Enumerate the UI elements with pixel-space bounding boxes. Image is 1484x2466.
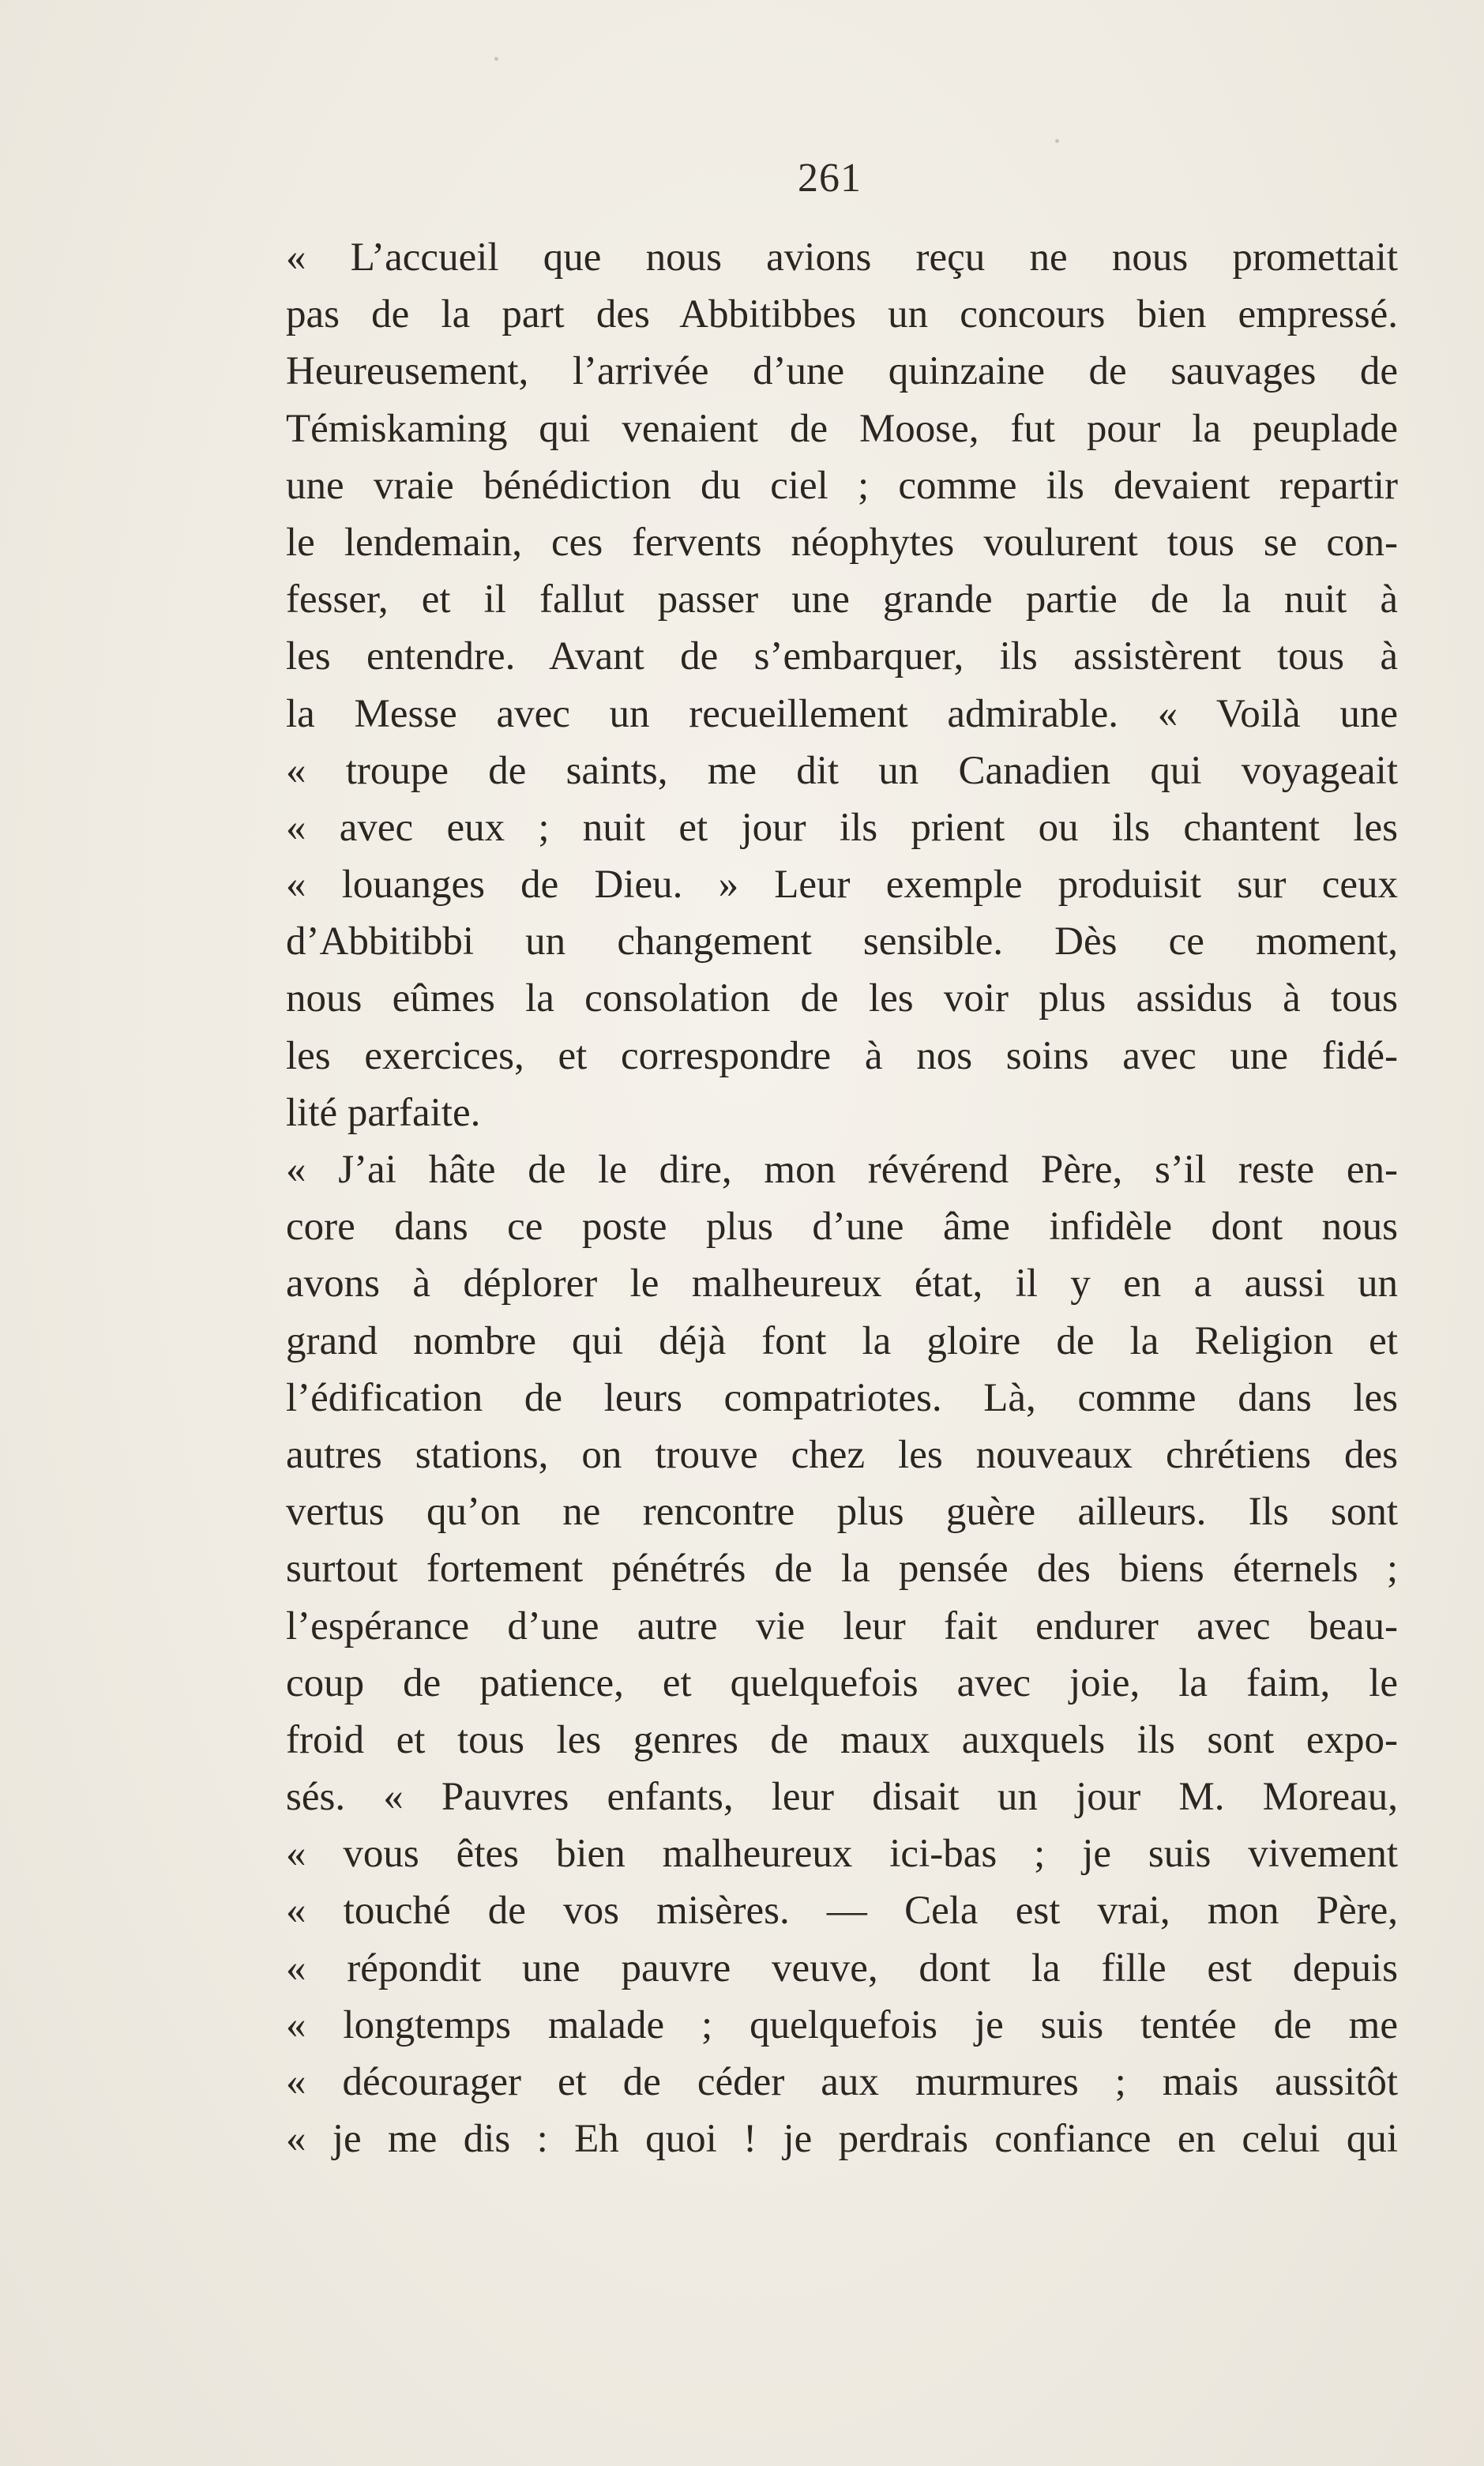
text-line: avons à déplorer le malheureux état, il y en a aussi un [286, 1261, 1398, 1306]
text-line: l’édification de leurs compatriotes. Là, comme dans les [286, 1375, 1398, 1420]
text-line: « répondit une pauvre veuve, dont la fille est depuis [286, 1945, 1398, 1990]
text-line: vertus qu’on ne rencontre plus guère ailleurs. Ils sont [286, 1490, 1398, 1535]
text-line: « louanges de Dieu. » Leur exemple produisit sur ceux [286, 863, 1398, 908]
text-line: la Messe avec un recueillement admirable. « Voilà une [286, 691, 1398, 736]
text-line: « L’accueil que nous avions reçu ne nous promettait [286, 235, 1398, 280]
text-line: « troupe de saints, me dit un Canadien qui voyageait [286, 748, 1398, 793]
text-line: une vraie bénédiction du ciel ; comme ils devaient repartir [286, 463, 1398, 508]
text-line: lité parfaite. [286, 1090, 481, 1135]
text-line: les entendre. Avant de s’embarquer, ils assistèrent tous à [286, 634, 1398, 679]
text-line: « touché de vos misères. — Cela est vrai, mon Père, [286, 1889, 1398, 1934]
text-line: Témiskaming qui venaient de Moose, fut pour la peuplade [286, 406, 1398, 451]
text-line: surtout fortement pénétrés de la pensée des biens éternels ; [286, 1547, 1398, 1592]
text-line: les exercices, et correspondre à nos soins avec une fidé- [286, 1033, 1398, 1078]
text-line: nous eûmes la consolation de les voir plus assidus à tous [286, 976, 1398, 1021]
text-line: « avec eux ; nuit et jour ils prient ou ils chantent les [286, 805, 1398, 850]
paper-speck [1055, 139, 1059, 143]
text-line: « J’ai hâte de le dire, mon révérend Père, s’il reste en- [286, 1148, 1398, 1192]
paper-speck [494, 57, 498, 61]
text-line: « longtemps malade ; quelquefois je suis tentée de me [286, 2002, 1398, 2047]
text-line: « décourager et de céder aux murmures ; mais aussitôt [286, 2060, 1398, 2104]
text-line: froid et tous les genres de maux auxquels ils sont expo- [286, 1717, 1398, 1762]
page-number: 261 [798, 156, 862, 201]
text-line: core dans ce poste plus d’une âme infidèle dont nous [286, 1205, 1398, 1250]
text-line: coup de patience, et quelquefois avec joie, la faim, le [286, 1660, 1398, 1705]
text-line: fesser, et il fallut passer une grande partie de la nuit à [286, 577, 1398, 622]
text-line: autres stations, on trouve chez les nouveaux chrétiens des [286, 1432, 1398, 1477]
text-line: « vous êtes bien malheureux ici-bas ; je suis vivement [286, 1832, 1398, 1877]
text-line: grand nombre qui déjà font la gloire de la Religion et [286, 1318, 1398, 1363]
text-line: « je me dis : Eh quoi ! je perdrais confiance en celui qui [286, 2117, 1398, 2162]
text-line: pas de la part des Abbitibbes un concours bien empressé. [286, 292, 1398, 337]
text-line: le lendemain, ces fervents néophytes voulurent tous se con- [286, 520, 1398, 565]
text-line: Heureusement, l’arrivée d’une quinzaine de sauvages de [286, 349, 1398, 394]
text-line: d’Abbitibbi un changement sensible. Dès ce moment, [286, 919, 1398, 964]
text-line: l’espérance d’une autre vie leur fait endurer avec beau- [286, 1603, 1398, 1648]
text-line: sés. « Pauvres enfants, leur disait un jour M. Moreau, [286, 1775, 1398, 1820]
body-text [286, 229, 1398, 2167]
